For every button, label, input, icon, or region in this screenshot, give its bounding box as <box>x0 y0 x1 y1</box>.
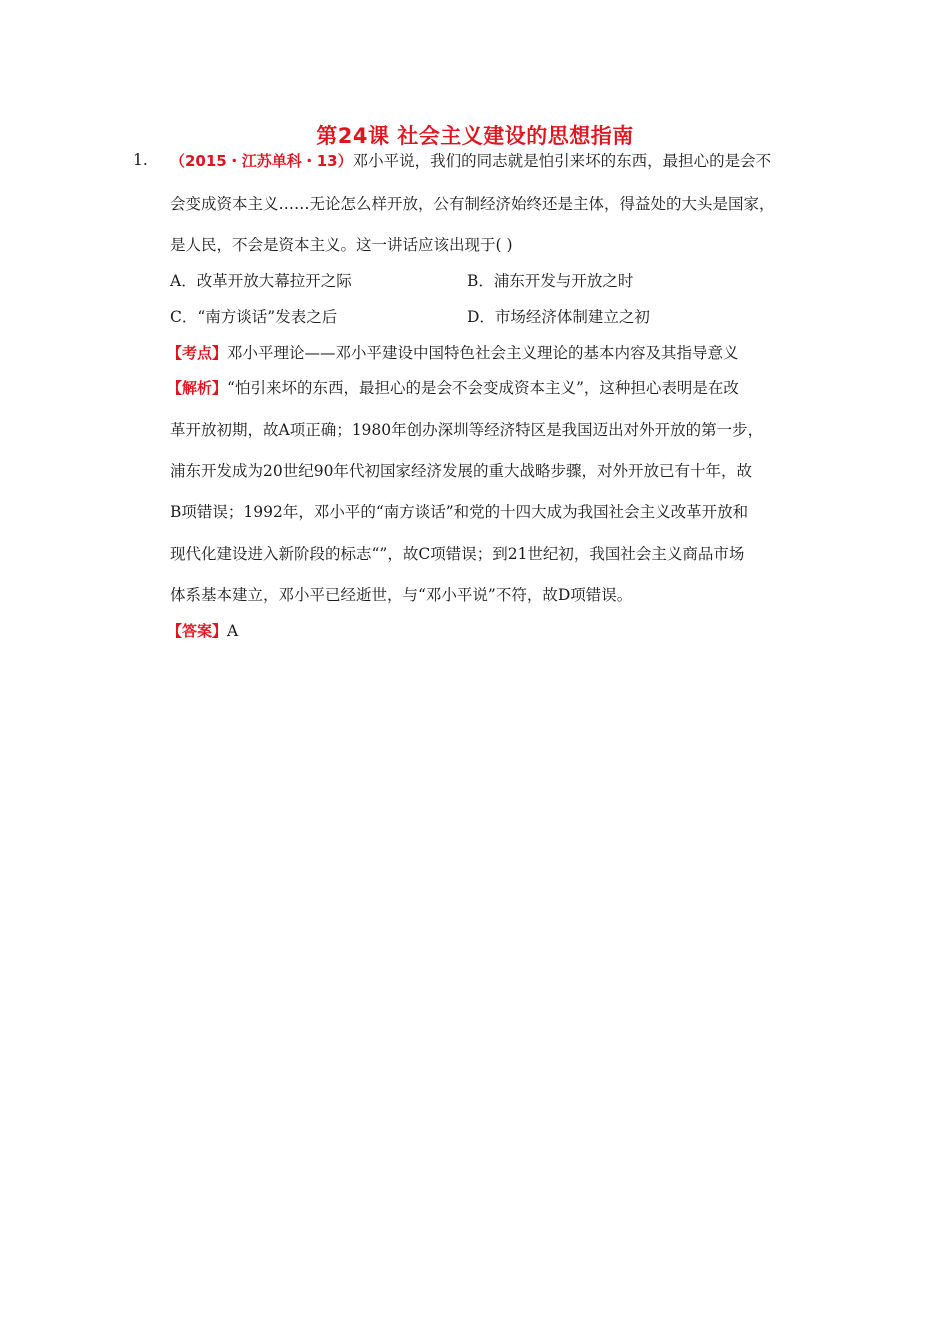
kaodian-label: 【考点】 <box>167 344 228 362</box>
question-stem-line-1 <box>170 151 771 171</box>
kaodian-line <box>167 343 739 363</box>
jiexi-line-1 <box>167 378 739 398</box>
question-number: 1. <box>133 151 148 169</box>
option-c: C．“南方谈话”发表之后 <box>170 308 338 326</box>
option-d: D．市场经济体制建立之初 <box>467 308 650 326</box>
daan-line <box>167 621 238 641</box>
daan-text: A <box>227 622 239 640</box>
jiexi-label: 【解析】 <box>167 379 228 397</box>
option-b: B．浦东开发与开放之时 <box>467 272 634 290</box>
jiexi-line-6: 体系基本建立，邓小平已经逝世，与“邓小平说”不符，故D项错误。 <box>170 586 633 604</box>
question-stem-line-2: 会变成资本主义……无论怎么样开放，公有制经济始终还是主体，得益处的大头是国家， <box>170 195 775 213</box>
daan-label: 【答案】 <box>167 622 228 640</box>
jiexi-line-3: 浦东开发成为20世纪90年代初国家经济发展的重大战略步骤，对外开放已有十年，故 <box>170 462 752 480</box>
lesson-title: 第24课 社会主义建设的思想指南 <box>316 124 634 148</box>
jiexi-line-5: 现代化建设进入新阶段的标志“”，故C项错误；到21世纪初，我国社会主义商品市场 <box>170 545 745 563</box>
question-source: （2015・江苏单科・13） <box>170 152 353 170</box>
jiexi-text-1: “怕引来坏的东西，最担心的是会不会变成资本主义”，这种担心表明是在改 <box>227 379 739 397</box>
question-stem-line-3: 是人民，不会是资本主义。这一讲话应该出现于( ) <box>170 236 513 254</box>
jiexi-line-4: B项错误；1992年，邓小平的“南方谈话”和党的十四大成为我国社会主义改革开放和 <box>170 503 749 521</box>
kaodian-text: 邓小平理论——邓小平建设中国特色社会主义理论的基本内容及其指导意义 <box>227 344 739 362</box>
jiexi-line-2: 革开放初期，故A项正确；1980年创办深圳等经济特区是我国迈出对外开放的第一步， <box>170 421 764 439</box>
option-a: A．改革开放大幕拉开之际 <box>170 272 352 290</box>
question-stem-text-1: 邓小平说，我们的同志就是怕引来坏的东西，最担心的是会不 <box>352 152 772 170</box>
